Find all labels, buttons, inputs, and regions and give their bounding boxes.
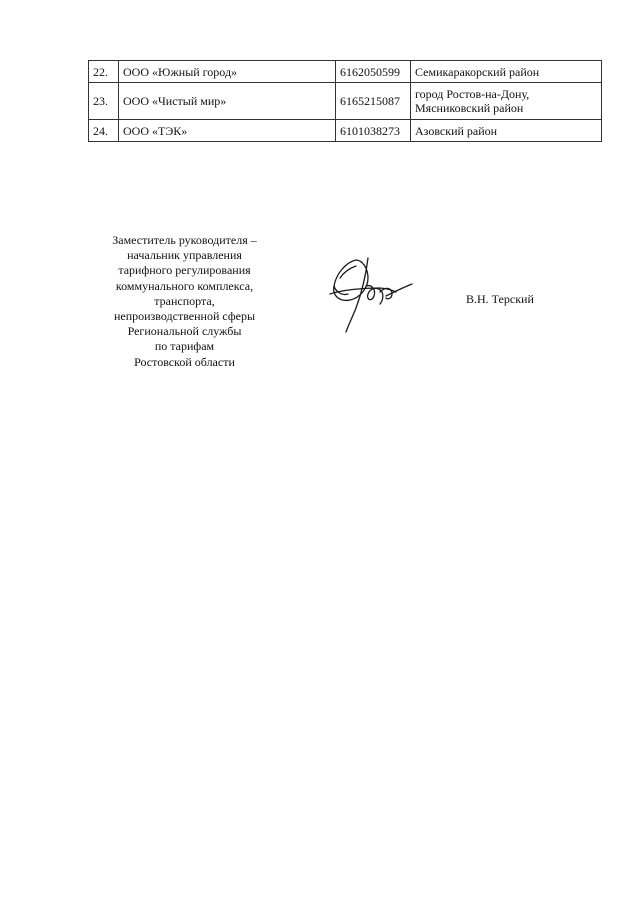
table-row bbox=[89, 120, 602, 142]
organization-inn: 6162050599 bbox=[336, 61, 411, 83]
row-number: 22. bbox=[89, 61, 119, 83]
service-area-line: Азовский район bbox=[415, 123, 498, 138]
position-line: тарифного регулирования bbox=[118, 263, 251, 278]
position-line: непроизводственной сферы bbox=[113, 309, 256, 324]
row-number: 24. bbox=[89, 120, 119, 142]
position-line: Заместитель руководителя – bbox=[112, 233, 257, 247]
signer-name: В.Н. Терский bbox=[466, 292, 534, 306]
signatory-position bbox=[92, 233, 277, 370]
position-line: коммунального комплекса, bbox=[115, 278, 254, 293]
position-line: Ростовской области bbox=[134, 354, 235, 369]
organization-name: ООО «ТЭК» bbox=[119, 120, 336, 142]
service-area bbox=[411, 61, 602, 83]
service-area bbox=[411, 120, 602, 142]
position-line: по тарифам bbox=[154, 339, 215, 354]
organization-inn: 6101038273 bbox=[336, 120, 411, 142]
position-line: начальник управления bbox=[127, 248, 242, 263]
service-area bbox=[411, 83, 602, 120]
organization-inn: 6165215087 bbox=[336, 83, 411, 120]
position-line: транспорта, bbox=[154, 293, 215, 308]
table-row bbox=[89, 83, 602, 120]
organization-name: ООО «Южный город» bbox=[119, 61, 336, 83]
row-number: 23. bbox=[89, 83, 119, 120]
organizations-table bbox=[88, 60, 602, 142]
position-line: Региональной службы bbox=[127, 324, 242, 339]
service-area-line: Мясниковский район bbox=[415, 101, 524, 115]
table-row bbox=[89, 61, 602, 83]
service-area-line: город Ростов-на-Дону, bbox=[415, 87, 530, 101]
handwritten-signature bbox=[322, 248, 420, 338]
organization-name: ООО «Чистый мир» bbox=[119, 83, 336, 120]
service-area-line: Семикаракорский район bbox=[415, 64, 540, 79]
